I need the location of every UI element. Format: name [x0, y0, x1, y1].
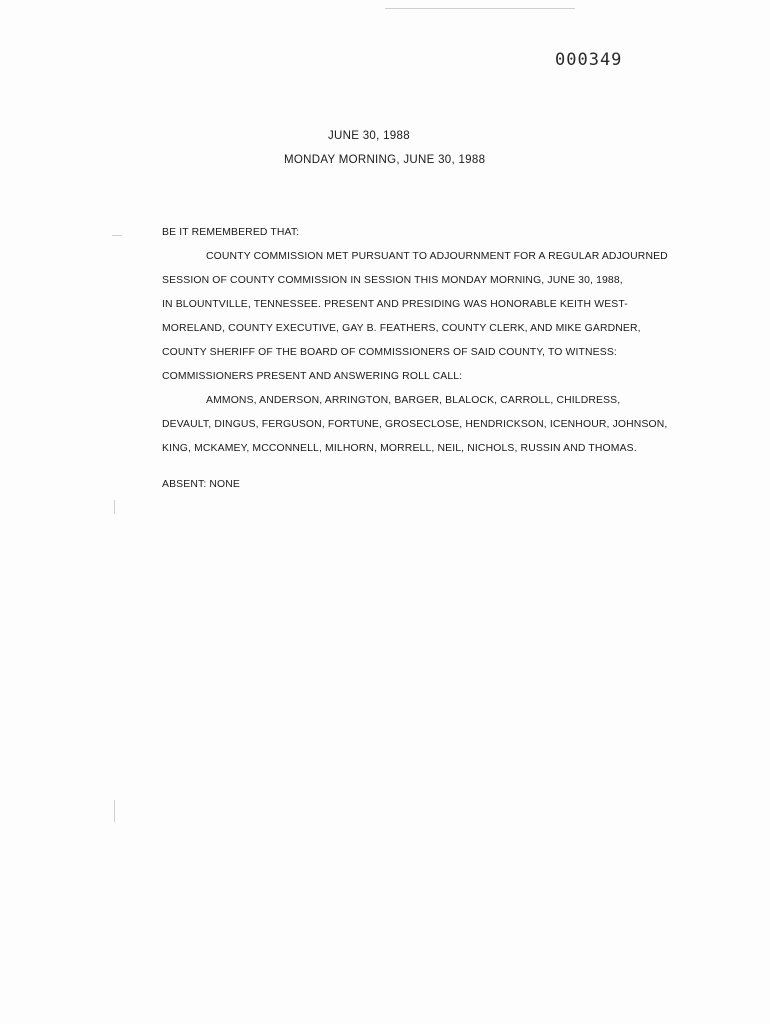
body-line: COUNTY SHERIFF OF THE BOARD OF COMMISSIONERS OF SAID COUNTY, TO WITNESS: — [162, 347, 617, 358]
date-line: JUNE 30, 1988 — [328, 130, 410, 142]
body-line: SESSION OF COUNTY COMMISSION IN SESSION THIS MONDAY MORNING, JUNE 30, 1988, — [162, 275, 623, 286]
absent-line: ABSENT: NONE — [162, 479, 241, 490]
commissioner-list-line: KING, MCKAMEY, MCCONNELL, MILHORN, MORRELL, NEIL, NICHOLS, RUSSIN AND THOMAS. — [162, 443, 637, 454]
body-line: COUNTY COMMISSION MET PURSUANT TO ADJOURNMENT FOR A REGULAR ADJOURNED — [206, 251, 668, 262]
page-number: 000349 — [555, 50, 623, 70]
body-line: MORELAND, COUNTY EXECUTIVE, GAY B. FEATHERS, COUNTY CLERK, AND MIKE GARDNER, — [162, 323, 641, 334]
commissioner-list-line: DEVAULT, DINGUS, FERGUSON, FORTUNE, GROSECLOSE, HENDRICKSON, ICENHOUR, JOHNSON, — [162, 419, 668, 430]
commissioner-list-line: AMMONS, ANDERSON, ARRINGTON, BARGER, BLALOCK, CARROLL, CHILDRESS, — [206, 395, 621, 406]
roll-call-heading: COMMISSIONERS PRESENT AND ANSWERING ROLL CALL: — [162, 371, 463, 382]
scan-artifact-margin — [114, 500, 115, 514]
scan-artifact-margin-lower — [114, 800, 115, 822]
session-line: MONDAY MORNING, JUNE 30, 1988 — [284, 154, 486, 166]
scan-artifact-top — [385, 8, 575, 9]
body-line: IN BLOUNTVILLE, TENNESSEE. PRESENT AND PRESIDING WAS HONORABLE KEITH WEST- — [162, 299, 628, 310]
preamble-line: BE IT REMEMBERED THAT: — [162, 227, 300, 238]
scan-artifact-left — [112, 235, 122, 236]
